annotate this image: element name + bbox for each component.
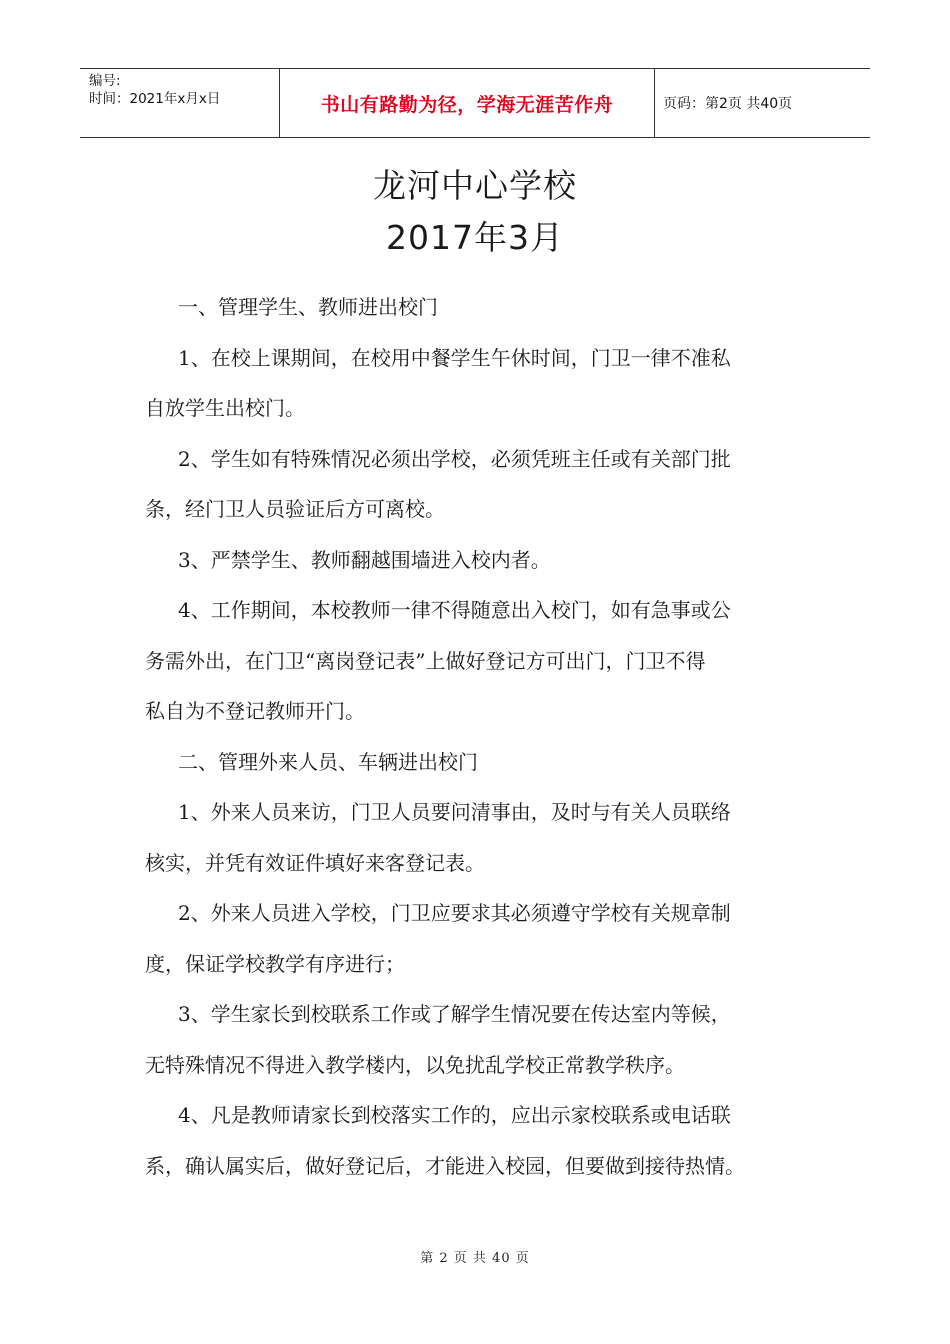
motto-text: 书山有路勤为径，学海无涯苦作舟 <box>320 93 614 116</box>
paragraph-line: 核实，并凭有效证件填好来客登记表。 <box>145 850 485 875</box>
paragraph-line: 1、在校上课期间，在校用中餐学生午休时间，门卫一律不准私 <box>178 345 731 370</box>
document-body <box>145 291 805 1200</box>
paragraph-line: 无特殊情况不得进入教学楼内，以免扰乱学校正常教学秩序。 <box>145 1052 685 1077</box>
section-heading: 二、管理外来人员、车辆进出校门 <box>178 749 478 774</box>
paragraph-line: 条，经门卫人员验证后方可离校。 <box>145 497 445 521</box>
header-table <box>80 68 870 138</box>
header-motto-cell <box>280 69 655 137</box>
paragraph-line: 私自为不登记教师开门。 <box>145 699 365 723</box>
paragraph-line: 系，确认属实后，做好登记后，才能进入校园，但要做到接待热情。 <box>145 1153 745 1178</box>
paragraph-line: 1、外来人员来访，门卫人员要问清事由，及时与有关人员联络 <box>178 800 731 824</box>
time-label: 时间：2021年x月x日 <box>89 91 221 107</box>
page-info: 页码：第2页 共40页 <box>663 96 793 112</box>
header-meta-cell <box>80 69 280 137</box>
number-label: 编号: <box>89 73 121 89</box>
document-date: 2017年3月 <box>386 218 564 257</box>
section-heading: 一、管理学生、教师进出校门 <box>178 295 438 319</box>
header-page-cell <box>655 69 870 137</box>
page-footer: 第 2 页 共 40 页 <box>420 1251 530 1266</box>
paragraph-line: 4、工作期间，本校教师一律不得随意出入校门，如有急事或公 <box>178 598 731 622</box>
paragraph-line: 务需外出，在门卫“离岗登记表”上做好登记方可出门，门卫不得 <box>145 648 706 673</box>
school-title: 龙河中心学校 <box>373 166 577 205</box>
paragraph-line: 3、学生家长到校联系工作或了解学生情况要在传达室内等候， <box>178 1002 731 1026</box>
paragraph-line: 度，保证学校教学有序进行； <box>145 951 405 976</box>
paragraph-line: 自放学生出校门。 <box>145 396 305 420</box>
paragraph-line: 2、学生如有特殊情况必须出学校，必须凭班主任或有关部门批 <box>178 446 731 471</box>
paragraph-line: 3、严禁学生、教师翻越围墙进入校内者。 <box>178 547 551 572</box>
paragraph-line: 4、凡是教师请家长到校落实工作的，应出示家校联系或电话联 <box>178 1103 731 1127</box>
paragraph-line: 2、外来人员进入学校，门卫应要求其必须遵守学校有关规章制 <box>178 901 731 925</box>
